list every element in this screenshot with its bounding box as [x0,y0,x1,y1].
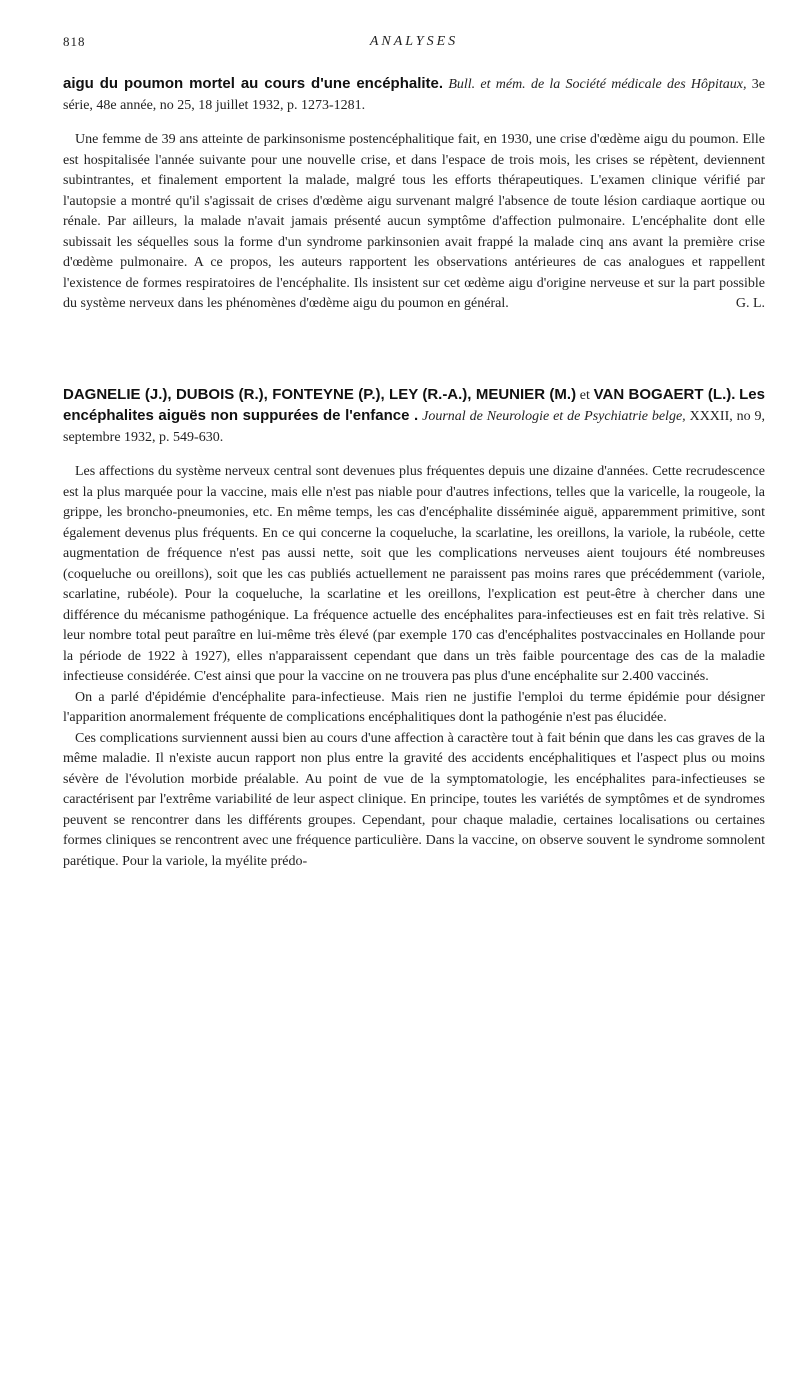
abstract-paragraph: On a parlé d'épidémie d'encéphalite para-infectieuse. Mais rien ne justifie l'emploi du terme épidémie pour désigner l'apparition anormalement fréquente de complications encéphalitiques dont la pathogénie n'est pas élucidée. [63,689,765,725]
reviewer-signature: G. L. [735,296,765,311]
article-title: Les encéphalites aiguës non suppurées de l'enfance . [63,385,765,424]
citation-details: XXXII, no 9, septembre 1932, p. 549-630. [63,409,766,445]
journal-name: Journal de Neurologie et de Psychiatrie belge, [422,409,686,424]
journal-name: Bull. et mém. de la Société médicale des Hôpitaux, [448,77,747,92]
reference-citation [63,385,765,449]
abstract-encephalitis-childhood [63,385,765,873]
author-conjunction: et [579,387,590,403]
abstract-paragraph [63,130,765,315]
abstract-text: Une femme de 39 ans atteinte de parkinsonisme postencéphalitique fait, en 1930, une crise d'œdème aigu du poumon. Elle est hospitalisée l'année suivante pour une nouvelle crise, et dans l'espace de trois mois, les crises se répètent, deviennent subintrantes, et finalement emportent la malade, malgré tous les efforts thérapeutiques. L'examen clinique vérifié par l'autopsie a montré qu'il s'agissait de crises d'œdème aigu survenant malgré l'absence de toute lésion cardiaque aortique ou rénale. Par ailleurs, la malade n'avait jamais présenté aucun symptôme d'affection pulmonaire. L'encéphalite dont elle subissait les séquelles sous la forme d'un syndrome parkinsonien avait frappé la malade cinq ans avant la première crise d'œdème pulmonaire. A ce propos, les auteurs rapportent les observations antérieures de cas analogues et rappellent l'existence de formes respiratoires de l'encéphalite. Ils insistent sur cet œdème aigu d'origine nerveuse et sur la part possible du système nerveux dans les phénomènes d'œdème aigu du poumon en général. [63,132,765,311]
citation-details: 3e série, 48e année, no 25, 18 juillet 1932, p. 1273-1281. [63,77,766,113]
author-list: DAGNELIE (J.), DUBOIS (R.), FONTEYNE (P.), LEY (R.-A.), MEUNIER (M.) [63,385,577,403]
page-number: 818 [63,34,86,49]
abstract-pulmonary-edema [63,74,765,315]
abstract-paragraph: Les affections du système nerveux central sont devenues plus fréquentes depuis une dizaine d'années. Cette recrudescence est la plus marquée pour la vaccine, mais elle n'est pas niable pour d'autres infections, telles que la varicelle, la rougeole, la grippe, les broncho-pneumonies, etc. En même temps, les cas d'encéphalite disséminée aiguë, apparemment primitive, sont également devenus plus fréquents. En ce qui concerne la coqueluche, la scarlatine, les oreillons, la variole, la rubéole, cette augmentation de fréquence n'est pas aussi nette, soit que les complications nerveuses aient toujours été nombreuses (coqueluche ou oreillons), soit que les cas publiés actuellement ne paraissent pas moins rares que précédemment (variole, scarlatine, rubéole). Pour la coqueluche, la scarlatine et les oreillons, l'explication est peut-être à chercher dans une différence du mécanisme pathogénique. La fréquence actuelle des encéphalites para-infectieuses est en fait très relative. Si leur nombre total peut paraître en lui-même très élevé (par exemple 170 cas d'encéphalites postvaccinales en Hollande pour la période de 1922 à 1927), elles n'apparaissent cependant que dans un très faible pourcentage des cas de la maladie infectieuse considérée. C'est ainsi que pour la vaccine on ne trouvera pas plus d'une encéphalite sur 2.400 vaccinés. [63,464,765,684]
abstract-paragraph: Ces complications surviennent aussi bien au cours d'une affection à caractère tout à fait bénin que dans les cas graves de la même maladie. Il n'existe aucun rapport non plus entre la gravité des accidents encéphalitiques et l'aspect plus ou moins sévère de l'évolution morbide préalable. Au point de vue de la symptomatologie, les encéphalites para-infectieuses se caractérisent par l'extrême variabilité de leur aspect clinique. En principe, toutes les variétés de symptômes et de syndromes peuvent se rencontrer dans les différents groupes. Cependant, pour chaque maladie, certaines localisations ou certaines formes cliniques se rencontrent avec une fréquence particulière. Dans la vaccine, on observe souvent le syndrome somnolent parétique. Pour la variole, la myélite prédo- [63,730,765,869]
article-title: aigu du poumon mortel au cours d'une encéphalite. [63,75,444,92]
running-title: ANALYSES [369,34,459,49]
author-list-continued: VAN BOGAERT (L.). [593,385,736,403]
page-header [63,34,765,58]
reference-citation [63,74,765,116]
page [63,34,765,872]
